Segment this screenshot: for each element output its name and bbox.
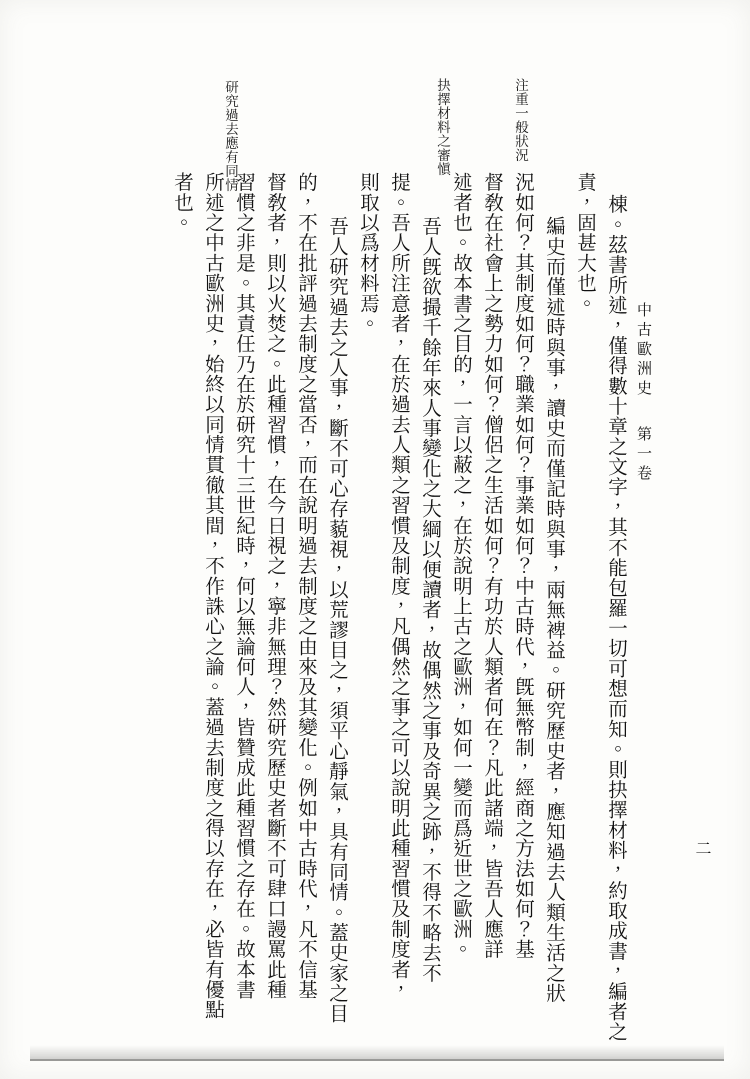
- column-line: 吾人旣欲撮千餘年來人事變化之大綱以便讀者，故偶然之事及奇異之跡，不得不略去不: [419, 216, 442, 983]
- column-line: 則取以爲材料焉。: [357, 172, 380, 334]
- column-line: 者也。: [171, 172, 194, 233]
- column-line: 督敎者，則以火焚之。此種習慣，在今日視之，寧非無理？然研究歷史者斷不可肆口謾罵此種: [264, 172, 287, 1000]
- column-line: 況如何？其制度如何？職業如何？事業如何？中古時代，旣無幣制，經商之方法如何？基: [512, 172, 535, 960]
- text-column: [508, 172, 539, 1002]
- column-line: 提。吾人所注意者，在於過去人類之習慣及制度，凡偶然之事之可以說明此種習慣及制度者，: [388, 172, 411, 1000]
- text-column: [291, 172, 322, 1002]
- column-line: 的，不在批評過去制度之當否，而在說明過去制度之由來及其變化。例如中古時代，凡不信基: [295, 172, 318, 1000]
- side-note-attention-general: 注重一般狀況: [512, 78, 528, 163]
- volume-label: 第一卷: [635, 425, 653, 484]
- scan-edge: [30, 1045, 724, 1061]
- text-column: [539, 172, 570, 1002]
- side-note-sympathy-past: 研究過去應有同情: [222, 80, 238, 193]
- column-line: 編史而僅述時與事，讀史而僅記時與事，兩無裨益。研究歷史者，應知過去人類生活之狀: [543, 216, 566, 1004]
- column-line: 習慣之非是。其責任乃在於研究十三世紀時，何以無論何人，皆贊成此種習慣之存在。故本書: [233, 172, 256, 1000]
- text-column: [167, 172, 198, 1002]
- column-line: 述者也。故本書之目的，一言以蔽之，在於說明上古之歐洲，如何一變而爲近世之歐洲。: [450, 172, 473, 960]
- text-column: [229, 172, 260, 1002]
- body-text: [58, 172, 632, 1042]
- text-column: [198, 172, 229, 1020]
- text-column: [415, 172, 446, 1002]
- column-line: 吾人研究過去之人事，斷不可心存藐視，以荒謬目之，須平心靜氣，具有同情。蓋史家之目: [326, 216, 349, 1024]
- text-column: [477, 172, 508, 1002]
- side-note-material-selection: 抉擇材料之審愼: [434, 78, 450, 177]
- text-column: [260, 172, 291, 1002]
- text-column: [384, 172, 415, 1002]
- column-line: 責，固甚大也。: [574, 172, 597, 314]
- text-column: [446, 172, 477, 1002]
- text-column: [353, 172, 384, 1002]
- running-title: 中古歐洲史: [635, 302, 653, 400]
- text-column: [601, 172, 632, 1042]
- text-column: [570, 172, 601, 1002]
- page-number: 二: [693, 840, 712, 857]
- column-line: 督敎在社會上之勢力如何？僧侶之生活如何？有功於人類者何在？凡此諸端，皆吾人應詳: [481, 172, 504, 960]
- text-column: [322, 172, 353, 1024]
- column-line: 所述之中古歐洲史，始終以同情貫徹其間，不作誅心之論。蓋過去制度之得以存在，必皆有優點: [202, 172, 225, 1020]
- column-line: 棟。茲書所述，僅得數十章之文字，其不能包羅一切可想而知。則抉擇材料，約取成書，編者之: [605, 194, 628, 1042]
